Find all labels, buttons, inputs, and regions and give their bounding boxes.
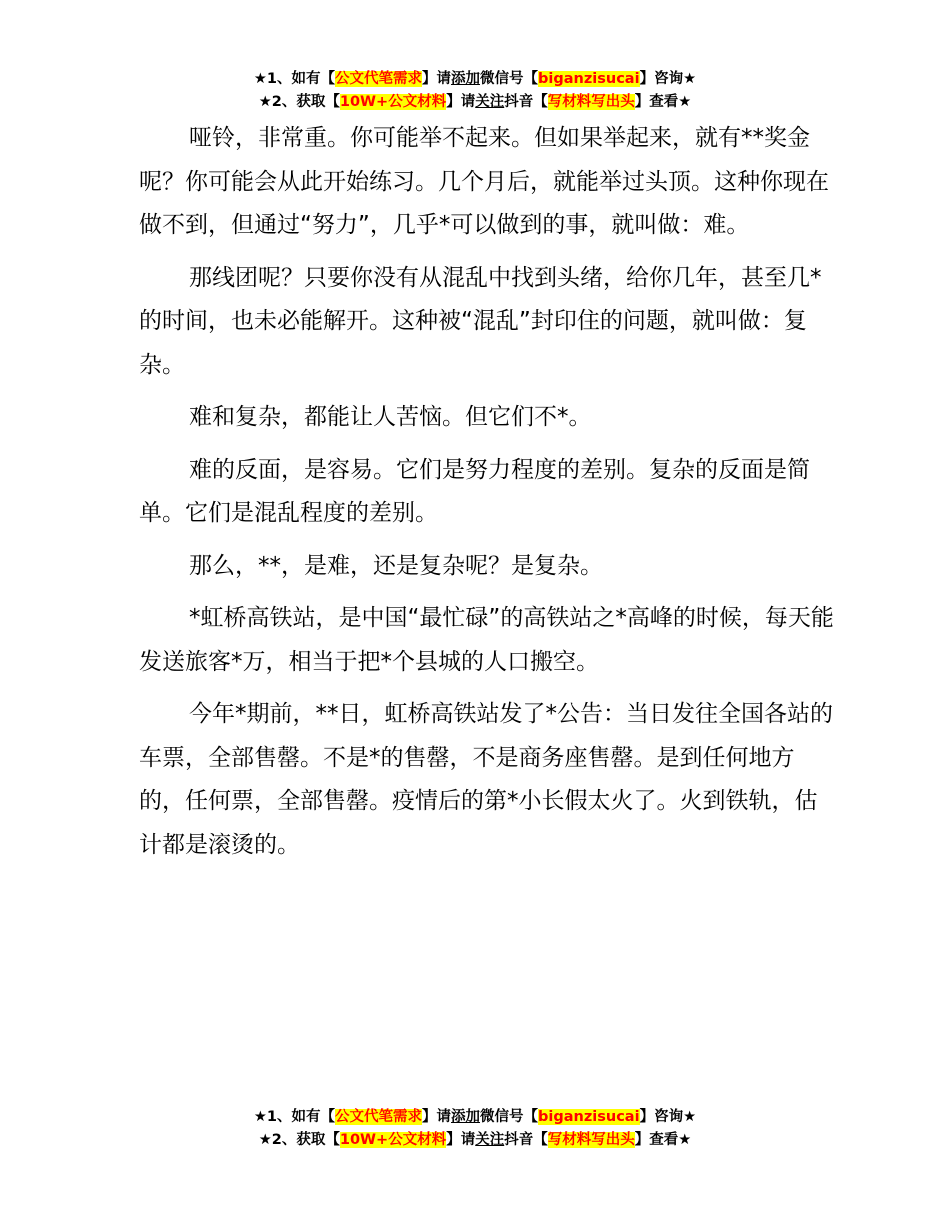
header-line-1: ★1、如有【公文代笔需求】请添加微信号【biganzisucai】咨询★ — [253, 71, 697, 87]
paragraph: *虹桥高铁站，是中国“最忙碌”的高铁站之*高峰的时候，每天能发送旅客*万，相当于把*个县城的人口搬空。 — [139, 605, 834, 675]
highlight-service: 公文代笔需求 — [335, 71, 423, 87]
header-banner — [0, 68, 950, 114]
footer-line-2: ★2、获取【10W+公文材料】请关注抖音【写材料写出头】查看★ — [258, 1132, 692, 1148]
paragraph: 那线团呢？只要你没有从混乱中找到头绪，给你几年，甚至几*的时间，也未必能解开。这种被“混乱”封印住的问题，就叫做：复杂。 — [139, 264, 822, 378]
document-body — [139, 117, 839, 876]
highlight-service: 公文代笔需求 — [335, 1109, 423, 1125]
paragraph: 那么，**，是难，还是复杂呢？是复杂。 — [189, 552, 603, 579]
highlight-douyin: 写材料写出头 — [547, 94, 635, 110]
paragraph: 难和复杂，都能让人苦恼。但它们不*。 — [189, 404, 592, 430]
paragraph: 难的反面，是容易。它们是努力程度的差别。复杂的反面是简单。它们是混乱程度的差别。 — [139, 456, 810, 526]
highlight-wechat-id: biganzisucai — [538, 1109, 640, 1125]
header-line-2: ★2、获取【10W+公文材料】请关注抖音【写材料写出头】查看★ — [258, 94, 692, 110]
highlight-materials: 10W+公文材料 — [339, 94, 447, 110]
footer-banner — [0, 1106, 950, 1152]
footer-line-1: ★1、如有【公文代笔需求】请添加微信号【biganzisucai】咨询★ — [253, 1109, 697, 1125]
paragraph: 今年*期前，**日，虹桥高铁站发了*公告：当日发往全国各站的车票，全部售罄。不是*的售罄，不是商务座售罄。是到任何地方的，任何票，全部售罄。疫情后的第*小长假太火了。火到铁轨，估计都是滚烫的。 — [139, 701, 833, 858]
highlight-douyin: 写材料写出头 — [547, 1132, 635, 1148]
highlight-materials: 10W+公文材料 — [339, 1132, 447, 1148]
highlight-wechat-id: biganzisucai — [538, 71, 640, 87]
paragraph: 哑铃，非常重。你可能举不起来。但如果举起来，就有**奖金呢？你可能会从此开始练习。几个月后，就能举过头顶。这种你现在做不到，但通过“努力”，几乎*可以做到的事，就叫做：难。 — [139, 125, 829, 238]
